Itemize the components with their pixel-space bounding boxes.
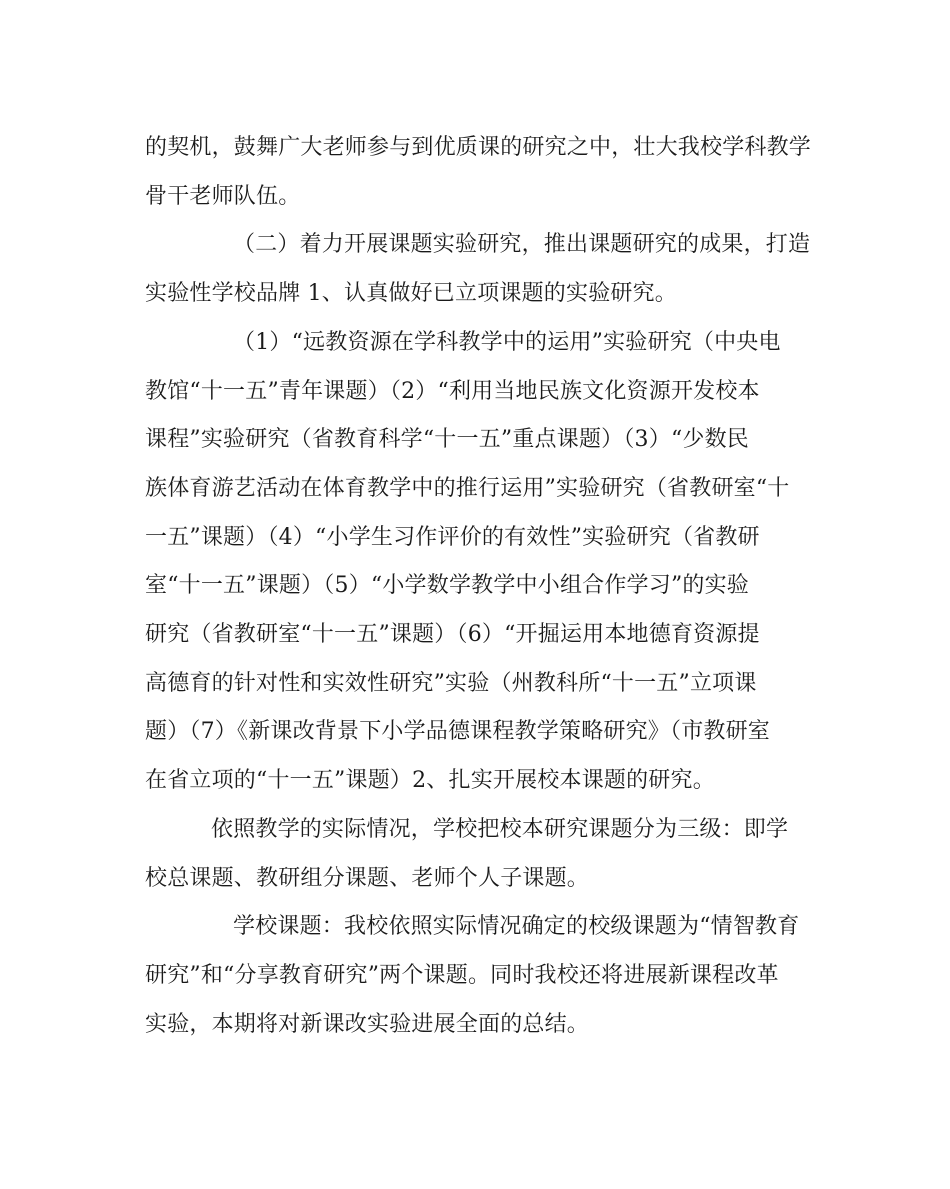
text-line: 学校课题：我校依照实际情况确定的校级课题为“情智教育	[233, 914, 800, 940]
text-line: 研究（省教研室“十一五”课题）（6）“开掘运用本地德育资源提	[145, 622, 760, 648]
text-line: 研究”和“分享教育研究”两个课题。同时我校还将进展新课程改革	[145, 962, 779, 988]
text-line: 高德育的针对性和实效性研究”实验（州教科所“十一五”立项课	[145, 670, 757, 696]
text-line: 校总课题、教研组分课题、老师个人子课题。	[145, 865, 590, 891]
text-line: 骨干老师队伍。	[145, 183, 301, 209]
text-line: （1）“远教资源在学科教学中的运用”实验研究（中央电	[233, 329, 781, 355]
text-line: 的契机，鼓舞广大老师参与到优质课的研究之中，壮大我校学科教学	[145, 135, 812, 160]
text-line: （二）着力开展课题实验研究，推出课题研究的成果，打造	[233, 232, 811, 258]
document-body	[145, 124, 810, 1049]
paragraph-1	[145, 124, 810, 221]
paragraph-4	[145, 806, 810, 903]
paragraph-3	[145, 319, 810, 806]
text-line: 实验，本期将对新课改实验进展全面的总结。	[145, 1011, 590, 1037]
text-line: 在省立项的“十一五”课题）2、扎实开展校本课题的研究。	[145, 768, 715, 794]
paragraph-5	[145, 903, 810, 1049]
text-line: 族体育游艺活动在体育教学中的推行运用”实验研究（省教研室“十	[145, 475, 790, 501]
text-line: 实验性学校品牌 1、认真做好已立项课题的实验研究。	[145, 281, 677, 307]
text-line: 室“十一五”课题）（5）“小学数学教学中小组合作学习”的实验	[145, 573, 749, 599]
text-line: 题）（7）《新课改背景下小学品德课程教学策略研究》（市教研室	[145, 719, 770, 745]
text-line: 依照教学的实际情况，学校把校本研究课题分为三级：即学	[211, 816, 789, 842]
text-line: 课程”实验研究（省教育科学“十一五”重点课题）（3）“少数民	[145, 427, 749, 453]
paragraph-2	[145, 221, 810, 318]
text-line: 一五”课题）（4）“小学生习作评价的有效性”实验研究（省教研	[145, 524, 760, 550]
text-line: 教馆“十一五”青年课题）（2）“利用当地民族文化资源开发校本	[145, 378, 760, 404]
